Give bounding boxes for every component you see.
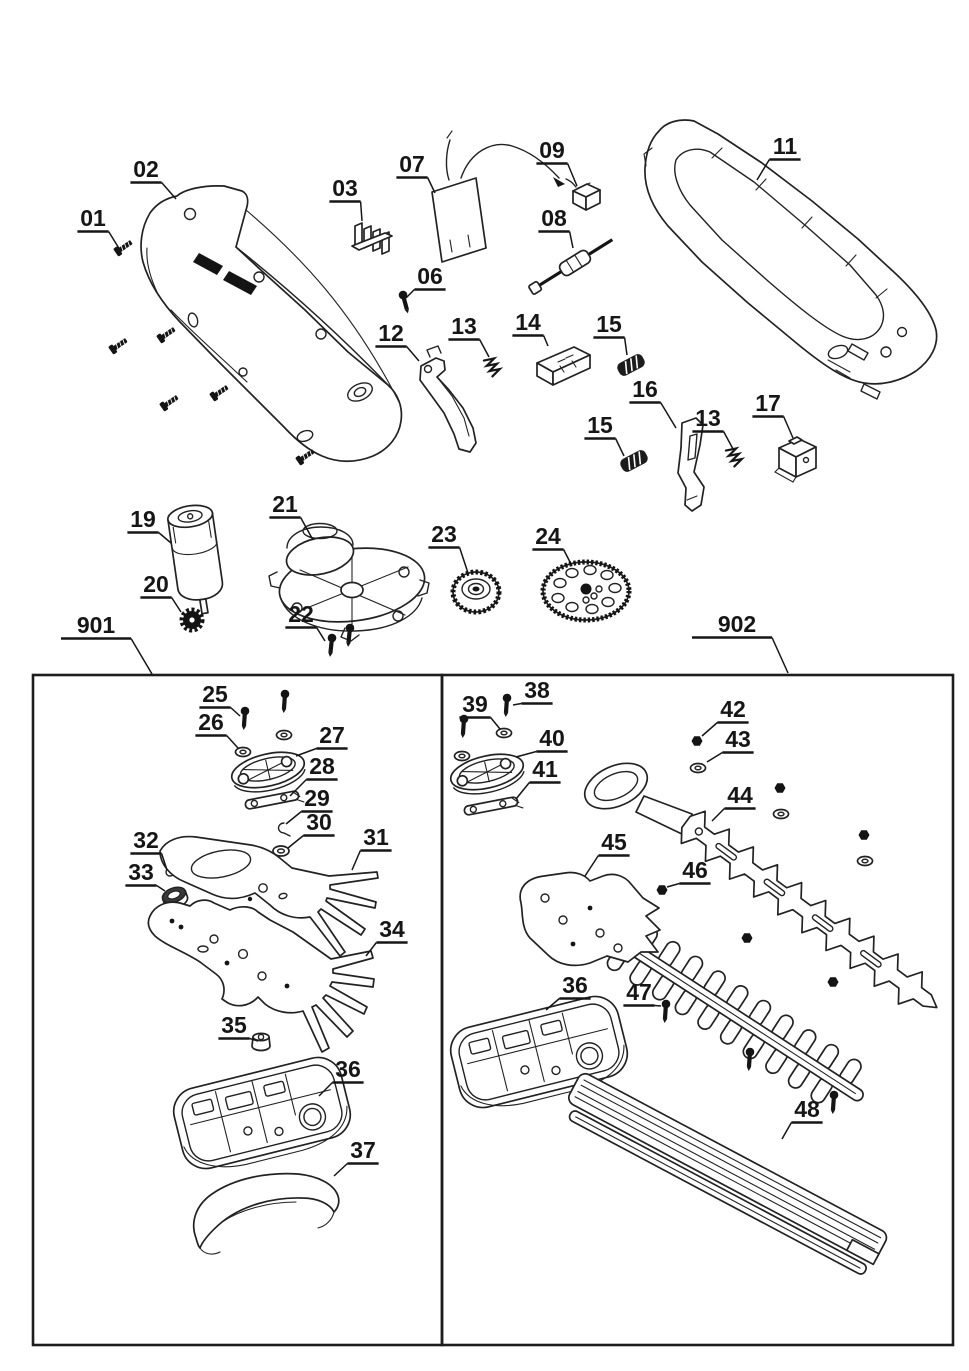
part-label-28: 28 <box>309 753 335 779</box>
part-label-902: 902 <box>717 611 757 637</box>
label-leader-line <box>513 704 521 706</box>
nut-46-c <box>828 977 839 986</box>
label-leader-line <box>655 1006 661 1007</box>
part-label-40: 40 <box>539 725 565 751</box>
washer-43-b <box>774 810 789 819</box>
part-label-22: 22 <box>288 601 314 627</box>
part-label-01: 01 <box>80 205 106 231</box>
part-label-31: 31 <box>363 824 389 850</box>
label-leader-line <box>480 340 489 358</box>
part-label-44: 44 <box>727 782 753 808</box>
part-label-38: 38 <box>524 677 550 703</box>
part-label-23: 23 <box>431 521 457 547</box>
part-label-26: 26 <box>198 709 224 735</box>
spring-15-b <box>618 448 649 474</box>
screw-22-a <box>326 633 337 657</box>
washer-43-c <box>858 857 873 866</box>
washer-26-a <box>236 748 251 757</box>
part-label-34: 34 <box>379 916 405 942</box>
part-label-35: 35 <box>221 1012 247 1038</box>
label-leader-line <box>712 809 724 822</box>
part-label-08: 08 <box>541 205 567 231</box>
part-label-27: 27 <box>319 722 345 748</box>
part-29-clip <box>279 823 291 836</box>
label-leader-line <box>109 232 120 251</box>
spring-13-a <box>484 356 501 377</box>
label-leader-line <box>428 178 435 194</box>
label-leader-line <box>334 1164 347 1177</box>
part-label-16: 16 <box>632 376 658 402</box>
nut-46-a <box>657 885 668 894</box>
part-label-37: 37 <box>350 1137 376 1163</box>
part-19-motor <box>165 502 227 616</box>
part-label-25: 25 <box>202 681 228 707</box>
nut-42-c <box>859 830 870 839</box>
part-label-32: 32 <box>133 827 159 853</box>
part-09-connector <box>566 179 600 210</box>
label-leader-line <box>585 856 598 877</box>
part-03-terminal-block <box>352 223 392 254</box>
part-label-46: 46 <box>682 857 708 883</box>
part-label-13: 13 <box>451 313 477 339</box>
label-leader-line <box>782 1123 791 1140</box>
part-label-15: 15 <box>596 311 622 337</box>
label-leader-line <box>301 518 313 541</box>
label-leader-line <box>288 836 303 849</box>
label-leader-line <box>784 417 793 439</box>
label-leader-line <box>772 638 788 674</box>
part-label-43: 43 <box>725 726 751 752</box>
part-label-09: 09 <box>539 137 565 163</box>
part-label-47: 47 <box>626 979 652 1005</box>
part-label-03: 03 <box>332 175 358 201</box>
part-label-20: 20 <box>143 571 169 597</box>
screw-22-b <box>344 623 355 647</box>
part-label-36: 36 <box>562 972 588 998</box>
screw-47-a <box>660 999 670 1023</box>
washer-26-b <box>277 731 292 740</box>
screw-47-b <box>744 1047 754 1071</box>
part-label-13: 13 <box>695 405 721 431</box>
screw-38-a <box>501 693 511 717</box>
nut-46-b <box>742 933 753 942</box>
part-label-11: 11 <box>772 133 798 159</box>
label-leader-line <box>352 851 360 871</box>
label-leader-line <box>661 403 676 429</box>
part-36-base-plate-left <box>169 1052 357 1178</box>
label-leader-line <box>406 290 414 299</box>
label-leader-line <box>157 886 165 892</box>
label-leader-line <box>516 783 529 800</box>
washer-43-a <box>691 764 706 773</box>
label-leader-line <box>667 884 679 888</box>
label-leader-line <box>702 723 717 737</box>
label-leader-line <box>162 183 176 200</box>
part-label-17: 17 <box>755 390 781 416</box>
part-48-blade-guard <box>559 1071 889 1278</box>
label-leader-line <box>460 548 468 574</box>
label-leader-line <box>544 336 548 347</box>
part-label-15: 15 <box>587 412 613 438</box>
washer-39-a <box>497 729 512 738</box>
part-label-45: 45 <box>601 829 627 855</box>
part-label-48: 48 <box>794 1096 820 1122</box>
housing-half-right <box>644 120 937 399</box>
label-leader-line <box>707 753 722 763</box>
spring-13-b <box>726 446 743 467</box>
part-24-gear-large <box>543 562 629 620</box>
part-label-19: 19 <box>130 506 156 532</box>
nut-42-a <box>692 736 703 745</box>
label-leader-line <box>570 232 573 249</box>
part-label-39: 39 <box>462 691 488 717</box>
part-20-pinion-gear <box>182 610 203 631</box>
part-label-42: 42 <box>720 696 746 722</box>
label-leader-line <box>361 202 362 222</box>
label-leader-line <box>172 598 181 613</box>
nut-42-b <box>775 783 786 792</box>
screw-25-a <box>239 706 249 730</box>
part-23-gear <box>453 572 499 612</box>
label-leader-line <box>131 639 152 675</box>
screw-25-b <box>279 689 289 713</box>
part-label-21: 21 <box>272 491 298 517</box>
part-label-06: 06 <box>417 263 443 289</box>
label-leader-line <box>286 812 301 825</box>
label-leader-line <box>616 439 624 457</box>
washer-39-b <box>455 752 470 761</box>
label-leader-line <box>227 736 238 749</box>
part-label-12: 12 <box>378 320 404 346</box>
part-34-shear-blade-lower <box>148 900 374 1052</box>
part-label-901: 901 <box>76 612 116 638</box>
part-label-14: 14 <box>515 309 541 335</box>
part-17-switch <box>775 437 816 482</box>
spring-15-a <box>615 352 646 378</box>
label-leader-line <box>317 628 325 642</box>
part-label-29: 29 <box>304 785 330 811</box>
label-leader-line <box>407 347 419 362</box>
part-12-trigger <box>420 346 476 452</box>
label-leader-line <box>625 338 627 356</box>
part-label-36: 36 <box>335 1056 361 1082</box>
part-28-link <box>245 790 304 813</box>
part-14-switch-slider <box>537 347 590 385</box>
label-leader-line <box>724 432 733 450</box>
part-label-02: 02 <box>133 156 159 182</box>
part-35-bushing <box>252 1033 270 1050</box>
label-leader-line <box>491 718 500 730</box>
part-label-41: 41 <box>532 756 558 782</box>
screw-47-c <box>828 1090 838 1114</box>
part-label-07: 07 <box>399 151 425 177</box>
part-label-24: 24 <box>535 523 561 549</box>
part-label-33: 33 <box>128 859 154 885</box>
part-41-link <box>464 796 523 819</box>
part-37-cover <box>194 1174 339 1254</box>
part-label-30: 30 <box>306 809 332 835</box>
label-leader-line <box>231 708 240 717</box>
